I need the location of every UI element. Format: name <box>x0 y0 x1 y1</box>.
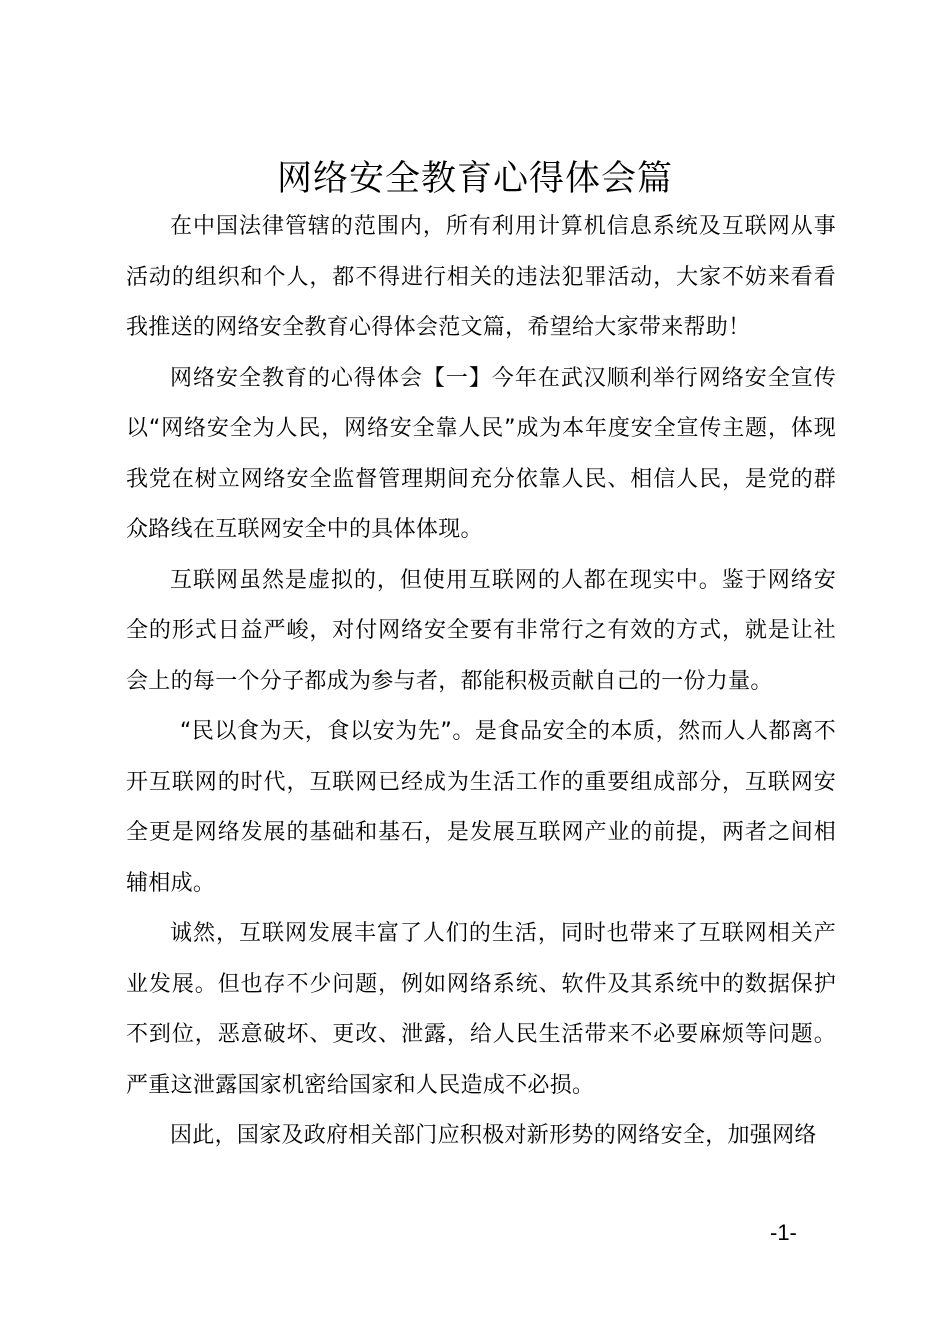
document-body <box>126 202 836 1162</box>
paragraph-food-safety-quote: “民以食为天，食以安为先”。是食品安全的本质，然而人人都离不开互联网的时代，互联网已经成为生活工作的重要组成部分，互联网安全更是网络发展的基础和基石，是发展互联网产业的前提，两者之间相辅相成。 <box>126 719 836 896</box>
paragraph-intro: 在中国法律管辖的范围内，所有利用计算机信息系统及互联网从事活动的组织和个人，都不得进行相关的违法犯罪活动，大家不妨来看看我推送的网络安全教育心得体会范文篇，希望给大家带来帮助！ <box>126 214 836 340</box>
paragraph-virtual-internet: 互联网虽然是虚拟的，但使用互联网的人都在现实中。鉴于网络安全的形式日益严峻，对付网络安全要有非常行之有效的方式，就是让社会上的每一个分子都成为参与者，都能积极贡献自己的一份力量。 <box>126 567 836 694</box>
page-number: -1- <box>770 1220 797 1245</box>
paragraph-internet-development: 诚然，互联网发展丰富了人们的生活，同时也带来了互联网相关产业发展。但也存不少问题，例如网络系统、软件及其系统中的数据保护不到位，恶意破坏、更改、泄露，给人民生活带来不必要麻烦等问题。严重这泄露国家机密给国家和人民造成不必损。 <box>126 921 836 1098</box>
document-title: 网络安全教育心得体会篇 <box>276 159 673 199</box>
paragraph-therefore: 因此，国家及政府相关部门应积极对新形势的网络安全，加强网络 <box>170 1123 817 1148</box>
paragraph-section-one: 网络安全教育的心得体会【一】今年在武汉顺利举行网络安全宣传以“网络安全为人民，网络安全靠人民”成为本年度安全宣传主题，体现我党在树立网络安全监督管理期间充分依靠人民、相信人民，是党的群众路线在互联网安全中的具体体现。 <box>126 365 836 542</box>
